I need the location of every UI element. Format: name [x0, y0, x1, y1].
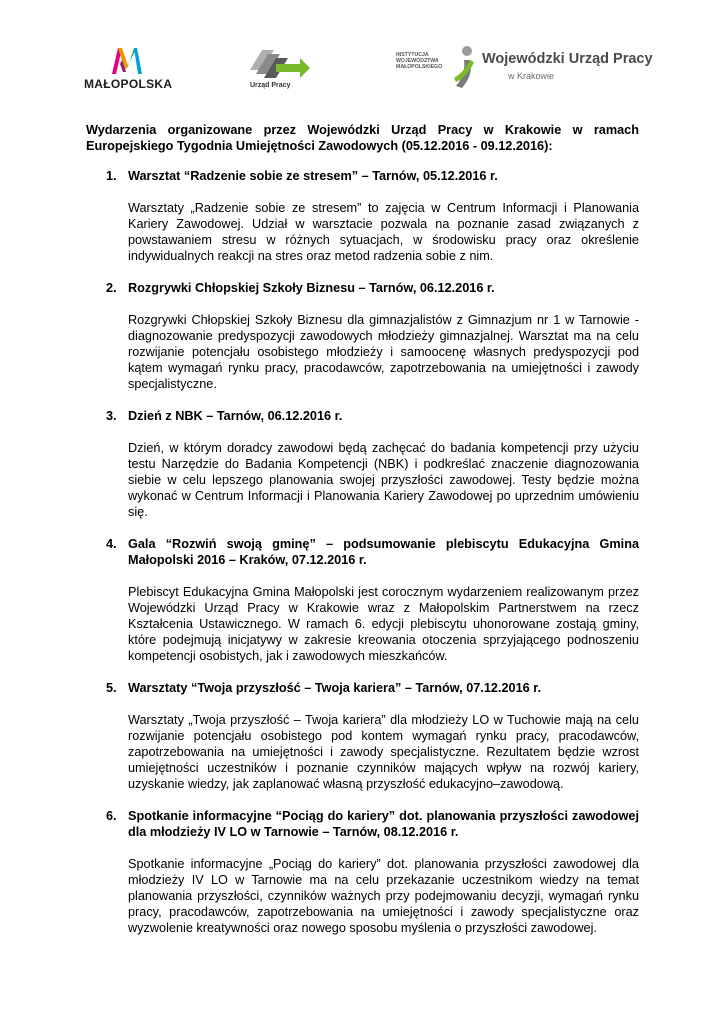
event-number: 3.: [106, 409, 117, 423]
event-description: Warsztaty „Radzenie sobie ze stresem” to zajęcia w Centrum Informacji i Planowania Kariery Zawodowej. Udział w warsztacie pozwala na poznanie zasad związanych z powstawaniem stresu w różnych sytuacjach, w środowisku pracy oraz określenie indywidualnych reakcji na stres oraz metod radzenia sobie z nim.: [128, 201, 639, 263]
event-number: 5.: [106, 681, 117, 695]
event-title: Warsztaty “Twoja przyszłość – Twoja kariera” – Tarnów, 07.12.2016 r.: [128, 681, 541, 695]
event-description: Spotkanie informacyjne „Pociąg do kariery” dot. planowania przyszłości zawodowej dla młodzieży IV LO w Tarnowie ma na celu przekazanie uczestnikom wiedzy na temat planowania przyszłości, czynników ważnych przy podejmowaniu decyzji, wymagań rynku pracy, pracodawców, zapotrzebowania na umiejętności i zawody specjalistyczne oraz wyzwolenie kreatywności oraz nowego sposobu myślenia o przyszłości zawodowej.: [128, 857, 639, 935]
malopolska-logo: [82, 44, 172, 94]
event-section: [86, 536, 639, 664]
instytucja-line: WOJEWÓDZTWA: [396, 58, 439, 65]
event-number: 4.: [106, 537, 117, 551]
instytucja-text: [396, 52, 456, 82]
instytucja-line: INSTYTUCJA: [396, 52, 429, 58]
instytucja-line: MAŁOPOLSKIEGO: [396, 64, 443, 71]
event-description: Warsztaty „Twoja przyszłość – Twoja kariera” dla młodzieży LO w Tuchowie mają na celu rozwijanie potencjału osobistego pod kontem wymagań rynku pracy, pracodawców, zapotrzebowania na umiejętności i zawody specjalistyczne. Rezultatem będzie wzrost umiejętności uczestników i poznanie czynników mających wpływ na rozwój kariery, uzyskanie wiedzy, jak zaplanować własną przyszłość edukacyjno–zawodową.: [128, 713, 639, 791]
urzad-pracy-logo-label: Urząd Pracy: [250, 82, 291, 89]
page-header: [0, 0, 725, 110]
event-number: 1.: [106, 169, 117, 183]
event-title: Spotkanie informacyjne “Pociąg do kariery” dot. planowania przyszłości zawodowej dla młodzieży IV LO w Tarnowie – Tarnów, 08.12.2016 r.: [128, 809, 639, 839]
event-heading: [86, 536, 639, 568]
event-title: Gala “Rozwiń swoją gminę” – podsumowanie plebiscytu Edukacyjna Gmina Małopolski 2016 – Kraków, 07.12.2016 r.: [128, 537, 639, 567]
event-description: Dzień, w którym doradcy zawodowi będą zachęcać do badania kompetencji przy użyciu testu Narzędzie do Badania Kompetencji (NBK) i podkreślać znaczenie diagnozowania siebie w celu lepszego planowania swojej przyszłości zawodowej. Testy będzie można wykonać w Centrum Informacji i Planowania Kariery Zawodowej po uprzednim umówieniu się.: [128, 441, 639, 519]
event-section: [86, 680, 639, 792]
event-number: 6.: [106, 809, 117, 823]
event-heading: [86, 808, 639, 840]
event-title: Dzień z NBK – Tarnów, 06.12.2016 r.: [128, 409, 343, 423]
wup-logo: [452, 44, 652, 94]
malopolska-m-icon: [82, 44, 172, 78]
event-section: [86, 168, 639, 264]
wup-figure-icon: [452, 44, 482, 90]
event-number: 2.: [106, 281, 117, 295]
event-section: [86, 808, 639, 936]
event-section: [86, 408, 639, 520]
document-intro: Wydarzenia organizowane przez Wojewódzki Urząd Pracy w Krakowie w ramach Europejskiego Tygodnia Umiejętności Zawodowych (05.12.2016 - 09.12.2016):: [86, 123, 639, 153]
event-section: [86, 280, 639, 392]
wup-logo-subtitle: w Krakowie: [508, 71, 555, 81]
event-title: Rozgrywki Chłopskiej Szkoły Biznesu – Tarnów, 06.12.2016 r.: [128, 281, 495, 295]
urzad-pracy-logo: [244, 44, 314, 94]
event-description: Rozgrywki Chłopskiej Szkoły Biznesu dla gimnazjalistów z Gimnazjum nr 1 w Tarnowie - diagnozowanie predyspozycji zawodowych młodzieży gimnazjalnej. Warsztat ma na celu rozwijanie potencjału osobistego młodzieży i samoocenę własnych predyspozycji pod kątem wymagań rynku pracy, pracodawców, zapotrzebowania na umiejętności i zawody specjalistyczne.: [128, 313, 639, 391]
wup-logo-title: Wojewódzki Urząd Pracy: [482, 51, 653, 67]
event-heading: [86, 408, 639, 424]
event-heading: [86, 168, 639, 184]
event-description: Plebiscyt Edukacyjna Gmina Małopolski jest corocznym wydarzeniem realizowanym przez Wojewódzki Urząd Pracy w Krakowie wraz z Małopolskim Partnerstwem na rzecz Kształcenia Ustawicznego. W ramach 6. edycji plebiscytu uhonorowane zostają gminy, które podejmują inicjatywy w zakresie kreowania otoczenia sprzyjającego podnoszeniu kompetencji osobistych, jak i zawodowych mieszkańców.: [128, 585, 639, 663]
event-heading: [86, 680, 639, 696]
document-body: [86, 122, 639, 952]
malopolska-logo-label: MAŁOPOLSKA: [84, 77, 173, 91]
event-title: Warsztat “Radzenie sobie ze stresem” – Tarnów, 05.12.2016 r.: [128, 169, 498, 183]
event-heading: [86, 280, 639, 296]
urzad-pracy-arrow-icon: [244, 44, 314, 82]
